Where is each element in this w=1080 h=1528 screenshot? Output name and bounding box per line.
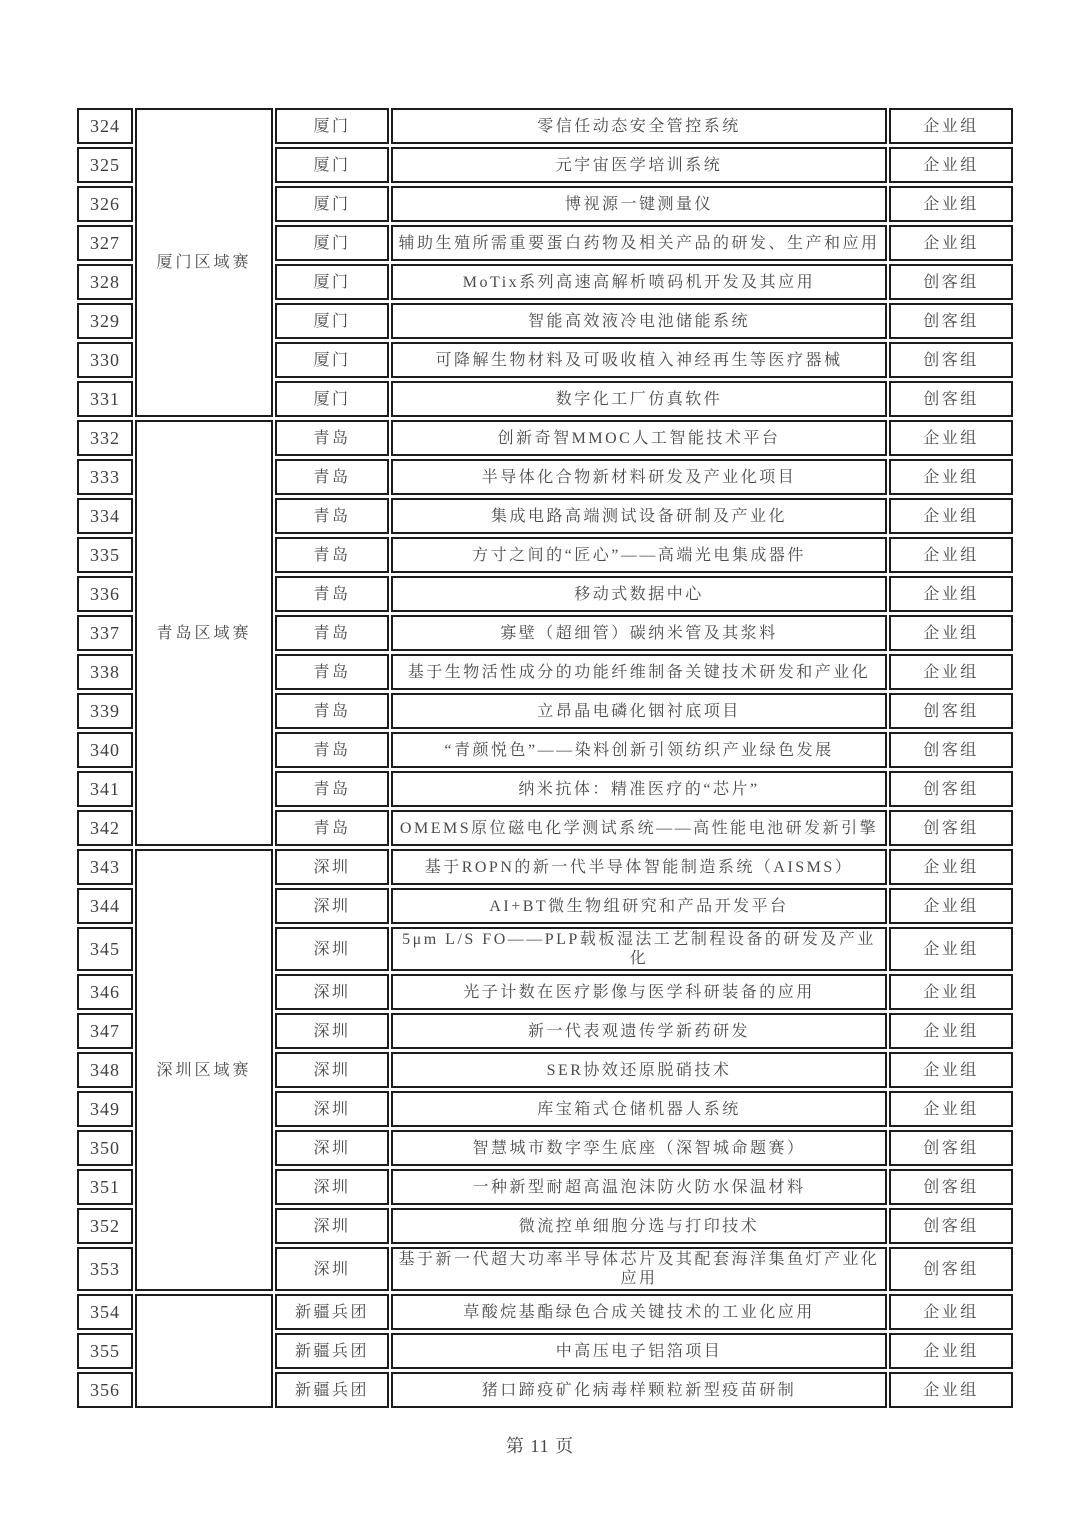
project-title-cell: 新一代表观遗传学新药研发 [391,1013,887,1049]
city-cell: 深圳 [275,927,389,971]
city-cell: 厦门 [275,303,389,339]
group-type-cell: 企业组 [889,1294,1013,1330]
group-type-cell: 企业组 [889,537,1013,573]
project-title-cell: “青颜悦色”——染料创新引领纺织产业绿色发展 [391,732,887,768]
city-cell: 青岛 [275,732,389,768]
project-title-cell: 半导体化合物新材料研发及产业化项目 [391,459,887,495]
city-cell: 青岛 [275,654,389,690]
group-type-cell: 企业组 [889,147,1013,183]
city-cell: 深圳 [275,1091,389,1127]
city-cell: 厦门 [275,147,389,183]
row-number-cell: 342 [77,810,133,846]
group-type-cell: 企业组 [889,1091,1013,1127]
project-title-cell: MoTix系列高速高解析喷码机开发及其应用 [391,264,887,300]
group-type-cell: 企业组 [889,420,1013,456]
row-number-cell: 349 [77,1091,133,1127]
project-title-cell: SER协效还原脱硝技术 [391,1052,887,1088]
group-type-cell: 创客组 [889,732,1013,768]
project-title-cell: 博视源一键测量仪 [391,186,887,222]
row-number-cell: 339 [77,693,133,729]
row-number-cell: 337 [77,615,133,651]
city-cell: 深圳 [275,888,389,924]
group-type-cell: 企业组 [889,927,1013,971]
table-row [77,108,1013,144]
table-row [77,1294,1013,1330]
project-title-cell: 纳米抗体：精准医疗的“芯片” [391,771,887,807]
city-cell: 深圳 [275,974,389,1010]
group-type-cell: 创客组 [889,810,1013,846]
results-table-body [77,108,1013,1408]
project-title-cell: 集成电路高端测试设备研制及产业化 [391,498,887,534]
group-type-cell: 创客组 [889,1169,1013,1205]
city-cell: 青岛 [275,498,389,534]
project-title-cell: 移动式数据中心 [391,576,887,612]
row-number-cell: 325 [77,147,133,183]
row-number-cell: 334 [77,498,133,534]
group-type-cell: 企业组 [889,459,1013,495]
city-cell: 厦门 [275,381,389,417]
group-type-cell: 企业组 [889,888,1013,924]
project-title-cell: 辅助生殖所需重要蛋白药物及相关产品的研发、生产和应用 [391,225,887,261]
group-type-cell: 企业组 [889,654,1013,690]
project-title-cell: 立昂晶电磷化铟衬底项目 [391,693,887,729]
project-title-cell: 可降解生物材料及可吸收植入神经再生等医疗器械 [391,342,887,378]
city-cell: 新疆兵团 [275,1333,389,1369]
row-number-cell: 344 [77,888,133,924]
row-number-cell: 329 [77,303,133,339]
region-group-cell: 厦门区域赛 [135,108,273,417]
row-number-cell: 356 [77,1372,133,1408]
row-number-cell: 326 [77,186,133,222]
city-cell: 青岛 [275,576,389,612]
project-title-cell: 草酸烷基酯绿色合成关键技术的工业化应用 [391,1294,887,1330]
row-number-cell: 346 [77,974,133,1010]
row-number-cell: 338 [77,654,133,690]
group-type-cell: 企业组 [889,225,1013,261]
city-cell: 青岛 [275,420,389,456]
row-number-cell: 343 [77,849,133,885]
project-title-cell: 光子计数在医疗影像与医学科研装备的应用 [391,974,887,1010]
city-cell: 深圳 [275,1130,389,1166]
region-group-cell [135,1294,273,1408]
project-title-cell: 基于生物活性成分的功能纤维制备关键技术研发和产业化 [391,654,887,690]
row-number-cell: 327 [77,225,133,261]
group-type-cell: 创客组 [889,303,1013,339]
group-type-cell: 企业组 [889,498,1013,534]
city-cell: 厦门 [275,264,389,300]
page-number: 第 11 页 [505,1436,575,1456]
group-type-cell: 创客组 [889,693,1013,729]
group-type-cell: 创客组 [889,771,1013,807]
row-number-cell: 352 [77,1208,133,1244]
row-number-cell: 354 [77,1294,133,1330]
city-cell: 厦门 [275,186,389,222]
city-cell: 青岛 [275,537,389,573]
region-group-cell: 深圳区域赛 [135,849,273,1291]
group-type-cell: 企业组 [889,1052,1013,1088]
group-type-cell: 企业组 [889,576,1013,612]
row-number-cell: 335 [77,537,133,573]
group-type-cell: 创客组 [889,1208,1013,1244]
city-cell: 新疆兵团 [275,1372,389,1408]
city-cell: 青岛 [275,771,389,807]
city-cell: 深圳 [275,1169,389,1205]
project-title-cell: 一种新型耐超高温泡沫防火防水保温材料 [391,1169,887,1205]
row-number-cell: 330 [77,342,133,378]
group-type-cell: 企业组 [889,1013,1013,1049]
city-cell: 深圳 [275,1247,389,1291]
project-title-cell: 中高压电子铝箔项目 [391,1333,887,1369]
row-number-cell: 341 [77,771,133,807]
project-title-cell: 智慧城市数字孪生底座（深智城命题赛） [391,1130,887,1166]
project-title-cell: 元宇宙医学培训系统 [391,147,887,183]
region-group-cell: 青岛区域赛 [135,420,273,846]
group-type-cell: 创客组 [889,1130,1013,1166]
group-type-cell: 企业组 [889,1372,1013,1408]
row-number-cell: 324 [77,108,133,144]
group-type-cell: 创客组 [889,264,1013,300]
city-cell: 青岛 [275,459,389,495]
project-title-cell: 智能高效液冷电池储能系统 [391,303,887,339]
group-type-cell: 创客组 [889,381,1013,417]
project-title-cell: 库宝箱式仓储机器人系统 [391,1091,887,1127]
project-title-cell: 寡壁（超细管）碳纳米管及其浆料 [391,615,887,651]
project-title-cell: 零信任动态安全管控系统 [391,108,887,144]
group-type-cell: 企业组 [889,1333,1013,1369]
city-cell: 深圳 [275,849,389,885]
city-cell: 青岛 [275,615,389,651]
group-type-cell: 企业组 [889,108,1013,144]
group-type-cell: 创客组 [889,342,1013,378]
table-row [77,420,1013,456]
row-number-cell: 348 [77,1052,133,1088]
project-title-cell: 创新奇智MMOC人工智能技术平台 [391,420,887,456]
city-cell: 青岛 [275,693,389,729]
group-type-cell: 企业组 [889,615,1013,651]
row-number-cell: 345 [77,927,133,971]
row-number-cell: 331 [77,381,133,417]
project-title-cell: OMEMS原位磁电化学测试系统——高性能电池研发新引擎 [391,810,887,846]
row-number-cell: 333 [77,459,133,495]
project-title-cell: 数字化工厂仿真软件 [391,381,887,417]
city-cell: 深圳 [275,1013,389,1049]
project-title-cell: 方寸之间的“匠心”——高端光电集成器件 [391,537,887,573]
city-cell: 深圳 [275,1208,389,1244]
city-cell: 厦门 [275,225,389,261]
row-number-cell: 340 [77,732,133,768]
project-title-cell: 猪口蹄疫矿化病毒样颗粒新型疫苗研制 [391,1372,887,1408]
group-type-cell: 创客组 [889,1247,1013,1291]
row-number-cell: 351 [77,1169,133,1205]
row-number-cell: 336 [77,576,133,612]
city-cell: 厦门 [275,342,389,378]
row-number-cell: 350 [77,1130,133,1166]
city-cell: 深圳 [275,1052,389,1088]
project-title-cell: 5μm L/S FO——PLP载板湿法工艺制程设备的研发及产业化 [391,927,887,971]
group-type-cell: 企业组 [889,974,1013,1010]
group-type-cell: 企业组 [889,186,1013,222]
project-title-cell: 基于新一代超大功率半导体芯片及其配套海洋集鱼灯产业化应用 [391,1247,887,1291]
project-title-cell: AI+BT微生物组研究和产品开发平台 [391,888,887,924]
row-number-cell: 353 [77,1247,133,1291]
competition-results-table [75,105,1015,1411]
city-cell: 新疆兵团 [275,1294,389,1330]
row-number-cell: 328 [77,264,133,300]
row-number-cell: 347 [77,1013,133,1049]
table-row [77,849,1013,885]
project-title-cell: 微流控单细胞分选与打印技术 [391,1208,887,1244]
city-cell: 厦门 [275,108,389,144]
row-number-cell: 355 [77,1333,133,1369]
group-type-cell: 企业组 [889,849,1013,885]
project-title-cell: 基于ROPN的新一代半导体智能制造系统（AISMS） [391,849,887,885]
row-number-cell: 332 [77,420,133,456]
city-cell: 青岛 [275,810,389,846]
